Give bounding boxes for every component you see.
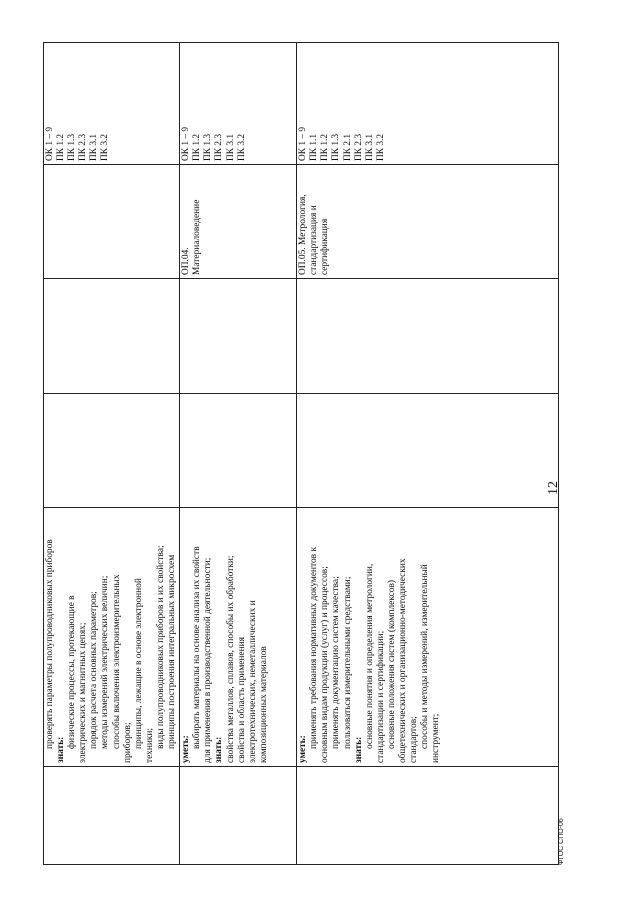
content-line: свойства и область применения xyxy=(236,637,247,763)
content-line: виды полупроводниковых приборов и их свойства; xyxy=(155,545,166,749)
index-cell xyxy=(44,767,180,865)
empty-cell xyxy=(297,279,559,394)
section-heading: знать: xyxy=(56,736,67,763)
table-row xyxy=(180,43,297,865)
discipline-cell xyxy=(297,165,559,279)
competency-code: ПК 3.2 xyxy=(375,133,386,161)
competency-code: ПК 1.2 xyxy=(192,133,203,161)
content-line: свойства металлов, сплавов, способы их обработки; xyxy=(225,555,236,763)
content-line: основным видам продукции (услуг) и процессов; xyxy=(320,566,331,763)
competency-code: ПК 3.1 xyxy=(225,133,236,161)
competency-code: ПК 2.3 xyxy=(214,133,225,161)
discipline-line: ОП.05. Метрология, xyxy=(298,194,309,275)
empty-cell xyxy=(44,279,180,394)
content-line: порядок расчета основных параметров; xyxy=(89,591,100,749)
content-line: принципы построения интегральных микросхем xyxy=(167,554,178,749)
content-line: общетехнических и организационно-методических xyxy=(397,558,408,763)
content-line: проверять параметры полупроводниковых приборов xyxy=(45,539,55,749)
empty-cell xyxy=(180,279,297,394)
rotated-page xyxy=(28,33,583,875)
competency-code: ОК 1 – 9 xyxy=(45,126,55,161)
discipline-cell xyxy=(180,165,297,279)
competency-code: ПК 1.3 xyxy=(67,133,78,161)
competency-code: ПК 1.2 xyxy=(320,133,331,161)
discipline-line: сертификация xyxy=(320,218,331,275)
content-cell xyxy=(44,508,180,767)
competency-code: ПК 3.2 xyxy=(100,133,111,161)
competency-code: ПК 1.3 xyxy=(331,133,342,161)
empty-cell xyxy=(180,394,297,508)
content-line: стандартизации и сертификации; xyxy=(375,630,386,763)
content-line: применять требования нормативных документов к xyxy=(309,547,320,749)
index-cell xyxy=(180,767,297,865)
content-line: электрических и магнитных цепях; xyxy=(78,622,89,763)
competency-code: ОК 1 – 9 xyxy=(181,126,192,161)
content-line: для применения в производственной деятельности; xyxy=(203,557,214,763)
content-line: способы включения электроизмерительных xyxy=(111,574,122,749)
content-line: основные положения систем (комплексов) xyxy=(386,579,397,749)
table-row xyxy=(297,43,559,865)
discipline-cell xyxy=(44,165,180,279)
discipline-line: ОП.04. xyxy=(181,247,192,275)
content-line: электротехнических, неметаллических и xyxy=(247,600,258,763)
competency-code: ПК 3.1 xyxy=(364,133,375,161)
competency-code: ОК 1 – 9 xyxy=(298,126,309,161)
table-row xyxy=(44,43,180,865)
content-line: основные понятия и определения метрологии, xyxy=(364,563,375,749)
content-line: стандартов; xyxy=(409,716,420,763)
competency-code: ПК 2.1 xyxy=(342,133,353,161)
page-number: 12 xyxy=(546,481,561,495)
content-line: применять документацию систем качества; xyxy=(331,576,342,749)
content-line: композиционных материалов xyxy=(258,646,269,763)
competency-code: ПК 1.1 xyxy=(309,133,320,161)
discipline-line: стандартизация и xyxy=(309,205,320,275)
content-line: методы измерений электрических величин; xyxy=(100,575,111,749)
content-line: техники; xyxy=(144,727,155,763)
content-line: приборов; xyxy=(122,722,133,763)
section-heading: знать: xyxy=(353,736,364,763)
competency-code: ПК 3.1 xyxy=(89,133,100,161)
section-heading: уметь: xyxy=(298,735,309,763)
section-heading: уметь: xyxy=(181,735,192,763)
empty-cell xyxy=(297,394,559,508)
section-heading: знать: xyxy=(214,736,225,763)
index-cell xyxy=(297,767,559,865)
content-line: инструмент; xyxy=(431,713,442,763)
landscape-page xyxy=(28,33,583,875)
competency-code: ПК 1.3 xyxy=(203,133,214,161)
content-line: способы и методы измерений, измерительный xyxy=(420,564,431,749)
competency-code: ПК 2.3 xyxy=(353,133,364,161)
competency-code: ПК 1.2 xyxy=(56,133,67,161)
competency-code: ПК 3.2 xyxy=(236,133,247,161)
curriculum-table xyxy=(43,42,559,865)
discipline-line: Материаловедение xyxy=(192,199,203,275)
content-line: принципы, лежащие в основе электронной xyxy=(133,578,144,749)
competency-cell xyxy=(297,43,559,165)
competency-code: ПК 2.3 xyxy=(78,133,89,161)
competency-cell xyxy=(180,43,297,165)
content-cell xyxy=(180,508,297,767)
empty-cell xyxy=(44,394,180,508)
document-footer: ФГОС СПО-06 xyxy=(558,818,565,865)
content-line: выбирать материалы на основе анализа их свойств xyxy=(192,546,203,749)
content-line: физические процессы, протекающие в xyxy=(67,595,78,749)
content-cell xyxy=(297,508,559,767)
content-line: пользоваться измерительными средствами; xyxy=(342,576,353,749)
competency-cell xyxy=(44,43,180,165)
